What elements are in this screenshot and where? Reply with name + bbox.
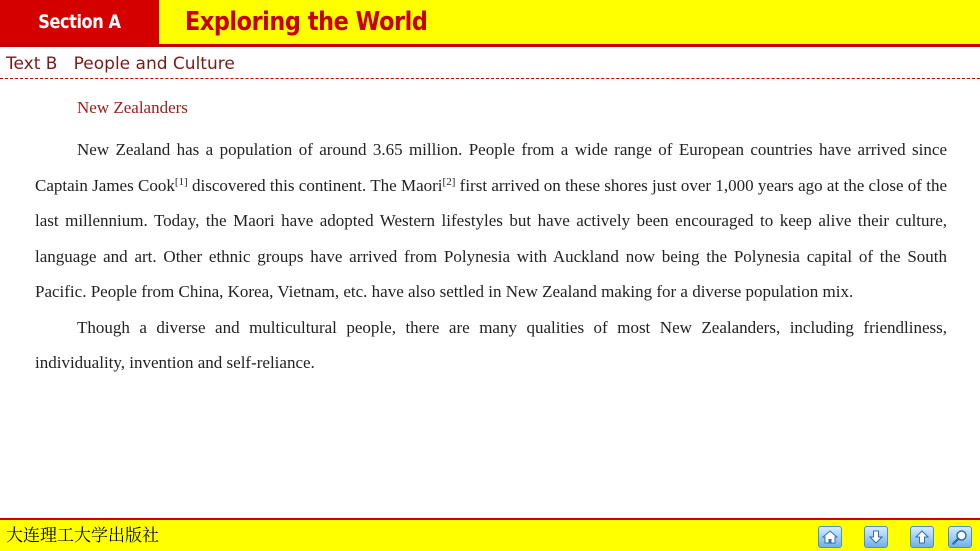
article-heading: New Zealanders: [77, 98, 188, 117]
header-bar: [0, 0, 980, 44]
footer-bar: [0, 518, 980, 551]
text-subtitle: [6, 51, 235, 77]
article-paragraph: [35, 132, 947, 310]
page-title: Exploring the World: [185, 7, 428, 37]
section-tab: [0, 0, 159, 44]
previous-button[interactable]: [910, 526, 934, 548]
arrow-down-icon: [869, 530, 883, 544]
article-body: [35, 132, 947, 381]
dashed-divider: [0, 78, 980, 79]
paragraph-text: Though a diverse and multicultural people, there are many qualities of most New Zealanders, including friendliness, individuality, invention and self-reliance.: [35, 317, 947, 372]
home-button[interactable]: [818, 526, 842, 548]
footnote-marker[interactable]: [2]: [442, 175, 456, 188]
home-icon: [822, 530, 838, 544]
publisher-name: 大连理工大学出版社: [6, 526, 159, 546]
arrow-up-icon: [915, 530, 929, 544]
article-paragraph: [35, 310, 947, 381]
footnote-marker[interactable]: [1]: [174, 175, 188, 188]
header-divider: [0, 44, 980, 47]
article-content: [35, 96, 947, 381]
next-button[interactable]: [864, 526, 888, 548]
section-label: Section A: [38, 11, 121, 33]
paragraph-text: New Zealand has a population of around 3.65 million. People from a wide range of European countries have arrived since Captain James Cook: [35, 140, 947, 195]
paragraph-text: first arrived on these shores just over 1,000 years ago at the close of the last millennium. Today, the Maori have adopted Western lifestyles but have actively been encouraged to keep alive their culture, language and art. Other ethnic groups have arrived from Polynesia with Auckland now being the Polynesia capital of the South Pacific. People from China, Korea, Vietnam, etc. have also settled in New Zealand making for a diverse population mix.: [35, 175, 948, 301]
paragraph-text: discovered this continent. The Maori: [187, 175, 443, 195]
search-button[interactable]: [948, 526, 972, 548]
magnifier-icon: [952, 529, 968, 545]
subtitle-text: Text B People and Culture: [6, 54, 235, 74]
